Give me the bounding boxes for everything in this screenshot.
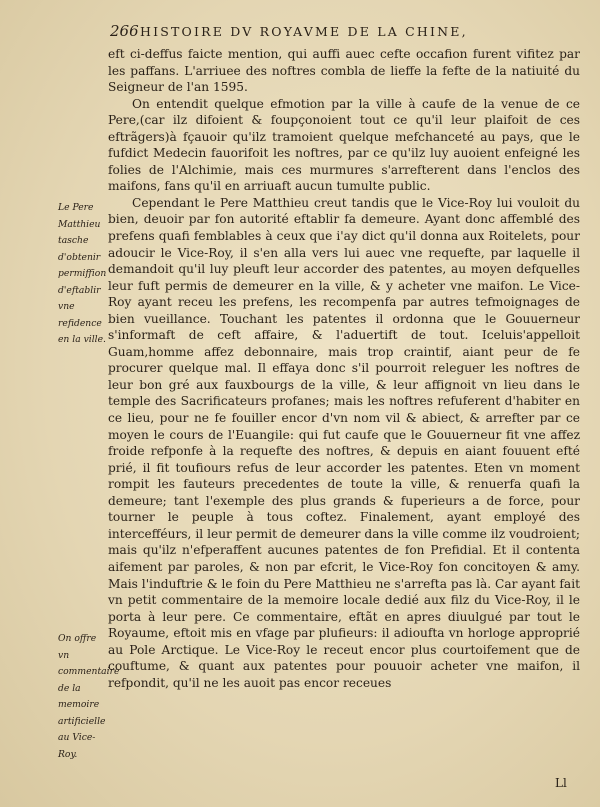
- page-header: [0, 22, 600, 42]
- body-text: [108, 46, 580, 691]
- signature-mark: Ll: [555, 776, 567, 790]
- paragraph-continuation: eft ci-deffus faicte mention, qui auffi auec cefte occafion furent vifitez par les paffans. L'arriuee des noftres combla de lieffe la fefte de la natiuité du Seigneur de l'an 1595.: [108, 47, 580, 95]
- paragraph-emotion: On entendit quelque efmotion par la ville à caufe de la venue de ce Pere,(car ilz difoient & foupçonoient tout ce qu'il leur plaifoit de ces eftrãgers)à fçauoir qu'ilz tramoient quelque mefchanceté au pays, que le fufdict Medecin fauorifoit les noftres, par ce qu'ilz luy auoient enfeigné les folies de l'Alchimie, mais ces murmures s'arrefterent dans l'enclos des maifons, fans qu'il en arriuaft aucun tumulte public.: [108, 96, 580, 194]
- margin-note-residence: Le Pere Matthieu tasche d'obtenir permiffion d'eftablir vne refidence en la ville.: [58, 202, 107, 345]
- running-head: HISTOIRE DV ROYAVME DE LA CHINE,: [140, 24, 468, 39]
- page-number: 266: [110, 22, 139, 40]
- paragraph-matthieu: Cependant le Pere Matthieu creut tandis que le Vice-Roy lui vouloit du bien, deuoir par fon autorité eftablir fa demeure. Ayant donc affemblé des prefens quafi femblables à ceux que i'ay dict qu'il donna aux Roitelets, pour adoucir le Vice-Roy, il s'en alla vers lui auec vne requefte, par laquelle il demandoit qu'il luy pleuft leur accorder des patentes, au moyen defquelles leur fuft permis de demeurer en la ville, & y acheter vne maifon. Le Vice-Roy ayant receu les prefens, les recompenfa par autres tefmoignages de bien vueillance. Touchant les patentes il ordonna que le Gouuerneur s'informaft de ceft affaire, & l'aduertift de tout. Iceluis'appelloit Guam,homme affez debonnaire, mais trop craintif, aiant peur de fe procurer quelque mal. Il effaya donc s'il pourroit releguer les noftres de leur bon gré aux fauxbourgs de la ville, & leur affignoit vn lieu dans le temple des Sacrificateurs profanes; mais les noftres refuferent d'habiter en ce lieu, pour ne fe fouiller encor d'vn nom vil & abiect, & arrefter par ce moyen le cours de l'Euangile: qui fut caufe que le Gouuerneur fit vne affez froide refponfe à la requefte des noftres, & depuis en aiant fouuent efté prié, il fit toufiours refus de leur accorder les patentes. Eten vn moment rompit les fauteurs precedentes de toute la ville, & renuerfa quafi la demeure; tant l'exemple des plus grands & fuperieurs a de force, pour tourner le peuple à tous coftez. Finalement, ayant employé des intercefféurs, il leur permit de demeurer dans la ville comme ilz voudroient; mais qu'ilz n'efperaffent aucunes patentes de fon Prefidial. Et il contenta aifement par paroles, & non par efcrit, le Vice-Roy fon concitoyen & amy. Mais l'induftrie & le foin du Pere Matthieu ne s'arrefta pas là. Car ayant fait vn petit commentaire de la memoire locale dedié aux filz du Vice-Roy, il le porta à leur pere. Ce commentaire, eftãt en apres diuulgué par tout le Royaume, eftoit mis en vfage par plufieurs: il adioufta vn horloge approprié au Pole Arctique. Le Vice-Roy le receut encor plus courtoifement que de couftume, & quant aux patentes pour pouuoir acheter vne maifon, il refpondit, qu'il ne les auoit pas encor receues: [108, 195, 580, 690]
- margin-note-commentary: On offre vn commentaire de la memoire artificielle au Vice-Roy.: [58, 633, 120, 760]
